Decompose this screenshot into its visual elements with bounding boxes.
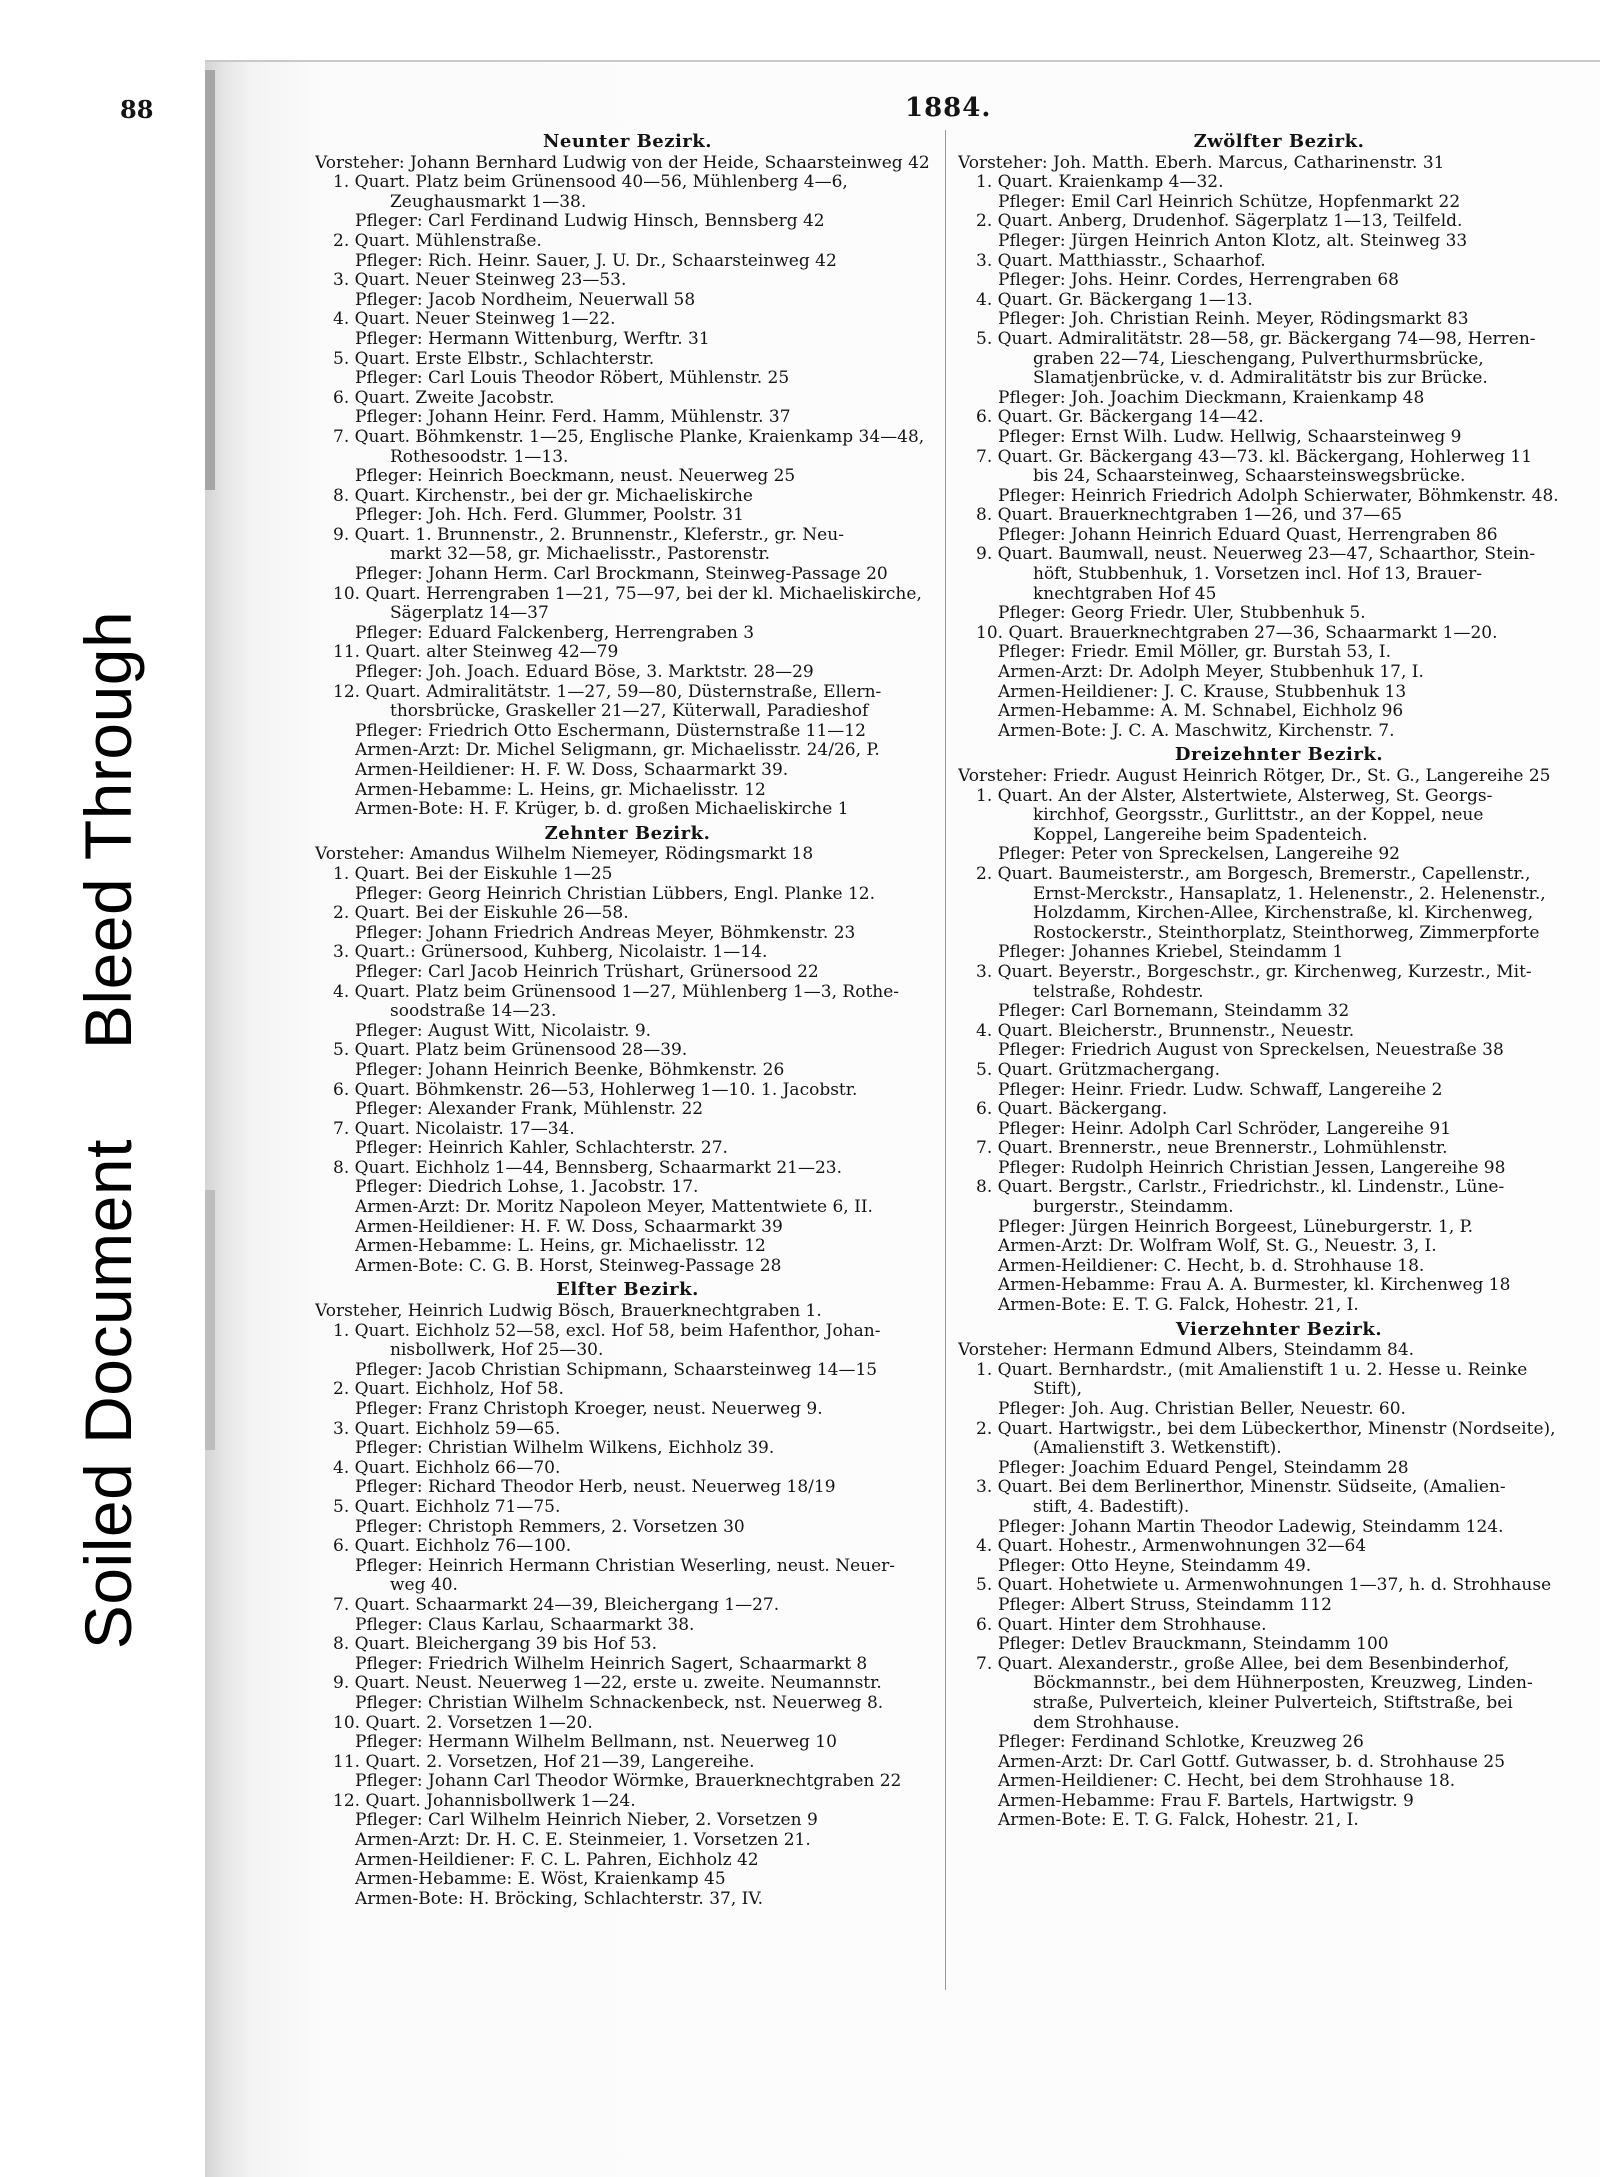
gutter-shadow [205, 1190, 215, 1450]
directory-entry: Armen-Bote: E. T. G. Falck, Hohestr. 21, I. [998, 1811, 1359, 1831]
directory-entry: Pfleger: Alexander Frank, Mühlenstr. 22 [355, 1100, 704, 1120]
directory-entry: markt 32—58, gr. Michaelisstr., Pastorenstr. [390, 545, 771, 565]
directory-entry: Pfleger: Ernst Wilh. Ludw. Hellwig, Schaarsteinweg 9 [998, 427, 1462, 447]
directory-entry: Pfleger: Johann Carl Theodor Wörmke, Brauerknechtgraben 22 [355, 1772, 902, 1792]
page-year-header: 1884. [905, 93, 992, 123]
directory-entry: Vorsteher: Hermann Edmund Albers, Steindamm 84. [958, 1341, 1415, 1361]
directory-entry: 5. Quart. Admiralitätstr. 28—58, gr. Bäckergang 74—98, Herren- [976, 329, 1536, 349]
directory-entry: Armen-Heildiener: H. F. W. Doss, Schaarmarkt 39 [355, 1217, 783, 1237]
directory-entry: Vorsteher: Friedr. August Heinrich Rötger, Dr., St. G., Langereihe 25 [958, 767, 1551, 786]
directory-entry: Pfleger: Johannes Kriebel, Steindamm 1 [998, 943, 1344, 963]
directory-entry: telstraße, Rohdestr. [1033, 982, 1204, 1002]
directory-entry: Pfleger: Christian Wilhelm Schnackenbeck, nst. Neuerweg 8. [355, 1693, 884, 1713]
directory-entry: Pfleger: Otto Heyne, Steindamm 49. [998, 1556, 1312, 1576]
directory-entry: 7. Quart. Nicolaistr. 17—34. [333, 1119, 575, 1139]
directory-entry: Pfleger: Diedrich Lohse, 1. Jacobstr. 17. [355, 1178, 699, 1198]
directory-entry: 9. Quart. Neust. Neuerweg 1—22, erste u. zweite. Neumannstr. [333, 1674, 882, 1694]
directory-entry: Armen-Bote: E. T. G. Falck, Hohestr. 21, I. [998, 1296, 1359, 1316]
directory-entry: Armen-Heildiener: F. C. L. Pahren, Eichholz 42 [355, 1850, 759, 1870]
directory-entry: Armen-Bote: J. C. A. Maschwitz, Kirchenstr. 7. [998, 721, 1395, 741]
directory-entry: Armen-Heildiener: C. Hecht, bei dem Strohhause 18. [998, 1772, 1456, 1792]
district-title: Dreizehnter Bezirk. [1174, 744, 1384, 766]
directory-entry: 5. Quart. Erste Elbstr., Schlachterstr. [333, 349, 655, 369]
directory-entry: Armen-Arzt: Dr. Wolfram Wolf, St. G., Neuestr. 3, I. [998, 1237, 1437, 1257]
directory-entry: Vorsteher: Johann Bernhard Ludwig von der Heide, Schaarsteinweg 42 [315, 153, 930, 173]
directory-entry: Armen-Arzt: Dr. Carl Gottf. Gutwasser, b. d. Strohhause 25 [998, 1752, 1506, 1772]
directory-entry: Pfleger: Carl Bornemann, Steindamm 32 [998, 1002, 1350, 1022]
district-title: Zehnter Bezirk. [544, 822, 711, 844]
directory-entry: Pfleger: Heinr. Adolph Carl Schröder, Langereihe 91 [998, 1119, 1452, 1139]
directory-entry: 4. Quart. Bleicherstr., Brunnenstr., Neuestr. [976, 1021, 1355, 1041]
directory-entry: Pfleger: Joh. Aug. Christian Beller, Neuestr. 60. [998, 1400, 1406, 1419]
directory-entry: 4. Quart. Platz beim Grünensood 1—27, Mühlenberg 1—3, Rothe- [333, 982, 900, 1002]
directory-entry: Zeughausmarkt 1—38. [390, 192, 587, 212]
directory-entry: 8. Quart. Brauerknechtgraben 1—26, und 37—65 [976, 506, 1403, 526]
directory-entry: 4. Quart. Gr. Bäckergang 1—13. [976, 290, 1253, 310]
directory-entry: Vorsteher, Heinrich Ludwig Bösch, Brauerknechtgraben 1. [315, 1302, 822, 1322]
directory-entry: graben 22—74, Lieschengang, Pulverthurmsbrücke, [1033, 349, 1484, 369]
directory-entry: Pfleger: Johann Friedrich Andreas Meyer, Böhmkenstr. 23 [355, 923, 856, 943]
directory-entry: 4. Quart. Neuer Steinweg 1—22. [333, 310, 616, 330]
gutter-shadow [205, 70, 215, 490]
directory-entry: 11. Quart. alter Steinweg 42—79 [333, 643, 619, 663]
directory-entry: 6. Quart. Eichholz 76—100. [333, 1537, 572, 1557]
directory-entry: Pfleger: Friedrich Wilhelm Heinrich Sagert, Schaarmarkt 8 [355, 1654, 868, 1674]
directory-entry: Armen-Heildiener: J. C. Krause, Stubbenhuk 13 [998, 682, 1407, 702]
directory-entry: 10. Quart. Herrengraben 1—21, 75—97, bei der kl. Michaeliskirche, [333, 584, 922, 604]
bleed-through-label: Bleed Through [71, 610, 145, 1050]
directory-entry: knechtgraben Hof 45 [1033, 584, 1217, 604]
directory-entry: 7. Quart. Alexanderstr., große Allee, bei dem Besenbinderhof, [976, 1654, 1510, 1674]
directory-entry: Pfleger: Heinrich Boeckmann, neust. Neuerweg 25 [355, 467, 796, 487]
directory-entry: Pfleger: Johann Heinr. Ferd. Hamm, Mühlenstr. 37 [355, 408, 791, 428]
directory-entry: Armen-Arzt: Dr. Moritz Napoleon Meyer, Mattentwiete 6, II. [355, 1198, 873, 1218]
soiled-document-label: Soiled Document [71, 1139, 145, 1650]
directory-entry: 3. Quart. Matthiasstr., Schaarhof. [976, 251, 1266, 271]
directory-entry: Armen-Hebamme: E. Wöst, Kraienkamp 45 [355, 1870, 726, 1890]
directory-entry: Pfleger: Jürgen Heinrich Borgeest, Lüneburgerstr. 1, P. [998, 1217, 1474, 1237]
directory-entry: Pfleger: Joh. Joachim Dieckmann, Kraienkamp 48 [998, 388, 1425, 408]
directory-entry: Armen-Arzt: Dr. Adolph Meyer, Stubbenhuk 17, I. [998, 663, 1424, 683]
directory-entry: Pfleger: Emil Carl Heinrich Schütze, Hopfenmarkt 22 [998, 192, 1461, 212]
directory-entry: Pfleger: Heinrich Hermann Christian Weserling, neust. Neuer- [355, 1556, 896, 1576]
directory-entry: Pfleger: Christoph Remmers, 2. Vorsetzen 30 [355, 1517, 745, 1537]
directory-entry: Sägerplatz 14—37 [390, 604, 549, 624]
directory-entry: Pfleger: Johann Martin Theodor Ladewig, Steindamm 124. [998, 1517, 1504, 1537]
directory-entry: stift, 4. Badestift). [1033, 1497, 1190, 1517]
directory-entry: 12. Quart. Admiralitätstr. 1—27, 59—80, Düsternstraße, Ellern- [333, 682, 882, 702]
directory-entry: 2. Quart. Eichholz, Hof 58. [333, 1380, 564, 1400]
directory-entry: Stift), [1033, 1380, 1083, 1400]
directory-entry: Pfleger: Carl Louis Theodor Röbert, Mühlenstr. 25 [355, 369, 790, 389]
directory-entry: 6. Quart. Böhmkenstr. 26—53, Hohlerweg 1—10. 1. Jacobstr. [333, 1080, 858, 1100]
directory-entry: 6. Quart. Zweite Jacobstr. [333, 388, 555, 408]
directory-entry: 5. Quart. Eichholz 71—75. [333, 1497, 561, 1517]
directory-entry: 1. Quart. An der Alster, Alstertwiete, Alsterweg, St. Georgs- [976, 786, 1493, 806]
directory-entry: 7. Quart. Brennerstr., neue Brennerstr., Lohmühlenstr. [976, 1139, 1448, 1159]
directory-entry: 7. Quart. Gr. Bäckergang 43—73. kl. Bäckergang, Hohlerweg 11 [976, 447, 1533, 467]
directory-entry: 3. Quart. Bei dem Berlinerthor, Minenstr. Südseite, (Amalien- [976, 1478, 1506, 1498]
directory-entry: Slamatjenbrücke, v. d. Admiralitätstr bis zur Brücke. [1033, 369, 1488, 389]
district-title: Neunter Bezirk. [542, 131, 713, 152]
directory-entry: höft, Stubbenhuk, 1. Vorsetzen incl. Hof 13, Brauer- [1033, 565, 1482, 585]
right-column [958, 128, 1600, 1831]
directory-entry: 6. Quart. Bäckergang. [976, 1100, 1168, 1120]
directory-entry: Pfleger: Rudolph Heinrich Christian Jessen, Langereihe 98 [998, 1158, 1506, 1178]
directory-entry: Vorsteher: Amandus Wilhelm Niemeyer, Rödingsmarkt 18 [315, 845, 814, 865]
directory-entry: Pfleger: Ferdinand Schlotke, Kreuzweg 26 [998, 1733, 1364, 1753]
directory-entry: 12. Quart. Johannisbollwerk 1—24. [333, 1791, 636, 1811]
directory-entry: Pfleger: Hermann Wittenburg, Werftr. 31 [355, 329, 710, 349]
directory-entry: Pfleger: Friedrich Otto Eschermann, Düsternstraße 11—12 [355, 721, 866, 741]
directory-entry: straße, Pulverteich, kleiner Pulverteich, Stiftstraße, bei [1033, 1693, 1513, 1713]
directory-entry: 4. Quart. Eichholz 66—70. [333, 1458, 561, 1478]
directory-entry: 3. Quart. Neuer Steinweg 23—53. [333, 271, 627, 291]
directory-entry: Ernst-Merckstr., Hansaplatz, 1. Helenenstr., 2. Helenenstr., [1033, 884, 1546, 904]
directory-entry: Armen-Bote: H. F. Krüger, b. d. großen Michaeliskirche 1 [355, 800, 849, 820]
directory-entry: 5. Quart. Platz beim Grünensood 28—39. [333, 1041, 688, 1061]
directory-entry: Armen-Hebamme: Frau A. A. Burmester, kl. Kirchenweg 18 [998, 1276, 1511, 1296]
directory-entry: 9. Quart. Baumwall, neust. Neuerweg 23—47, Schaarthor, Stein- [976, 545, 1536, 565]
directory-entry: Pfleger: Claus Karlau, Schaarmarkt 38. [355, 1615, 695, 1635]
directory-entry: Pfleger: Carl Jacob Heinrich Trüshart, Grünersood 22 [355, 962, 819, 982]
directory-entry: Pfleger: Christian Wilhelm Wilkens, Eichholz 39. [355, 1439, 775, 1459]
directory-entry: 1. Quart. Platz beim Grünensood 40—56, Mühlenberg 4—6, [333, 173, 848, 193]
directory-entry: Pfleger: Joh. Joach. Eduard Böse, 3. Marktstr. 28—29 [355, 663, 814, 683]
directory-entry: Vorsteher: Joh. Matth. Eberh. Marcus, Catharinenstr. 31 [958, 153, 1445, 173]
directory-entry: Pfleger: Georg Heinrich Christian Lübbers, Engl. Planke 12. [355, 884, 876, 904]
directory-entry: 3. Quart. Beyerstr., Borgeschstr., gr. Kirchenweg, Kurzestr., Mit- [976, 962, 1532, 982]
directory-entry: weg 40. [390, 1576, 458, 1596]
directory-entry: Armen-Hebamme: L. Heins, gr. Michaelisstr. 12 [355, 780, 766, 800]
directory-entry: Pfleger: Franz Christoph Kroeger, neust. Neuerweg 9. [355, 1400, 823, 1419]
directory-entry: 1. Quart. Bei der Eiskuhle 1—25 [333, 864, 613, 884]
directory-entry: Pfleger: Joachim Eduard Pengel, Steindamm 28 [998, 1458, 1409, 1478]
directory-entry: Pfleger: Peter von Spreckelsen, Langereihe 92 [998, 845, 1400, 865]
directory-entry: Pfleger: Eduard Falckenberg, Herrengraben 3 [355, 623, 755, 643]
directory-entry: 2. Quart. Hartwigstr., bei dem Lübeckerthor, Minenstr (Nordseite), [976, 1419, 1556, 1439]
directory-entry: 3. Quart.: Grünersood, Kuhberg, Nicolaistr. 1—14. [333, 943, 768, 963]
directory-entry: Pfleger: Georg Friedr. Uler, Stubbenhuk 5. [998, 604, 1366, 624]
directory-entry: Armen-Heildiener: H. F. W. Doss, Schaarmarkt 39. [355, 761, 789, 780]
district-title: Zwölfter Bezirk. [1193, 131, 1365, 152]
directory-entry: 2. Quart. Baumeisterstr., am Borgesch, Bremerstr., Capellenstr., [976, 864, 1531, 884]
directory-entry: Pfleger: Johs. Heinr. Cordes, Herrengraben 68 [998, 271, 1399, 291]
directory-entry: Pfleger: Friedrich August von Spreckelsen, Neuestraße 38 [998, 1041, 1504, 1061]
directory-entry: 8. Quart. Bergstr., Carlstr., Friedrichstr., kl. Lindenstr., Lüne- [976, 1178, 1505, 1198]
directory-entry: 10. Quart. Brauerknechtgraben 27—36, Schaarmarkt 1—20. [976, 623, 1498, 643]
district-title: Vierzehnter Bezirk. [1175, 1318, 1383, 1340]
directory-entry: Armen-Arzt: Dr. H. C. E. Steinmeier, 1. Vorsetzen 21. [355, 1831, 811, 1851]
directory-entry: Pfleger: Carl Ferdinand Ludwig Hinsch, Bennsberg 42 [355, 212, 825, 232]
directory-entry: Pfleger: Johann Heinrich Eduard Quast, Herrengraben 86 [998, 525, 1498, 545]
directory-entry: nisbollwerk, Hof 25—30. [390, 1341, 604, 1361]
directory-entry: Pfleger: Detlev Brauckmann, Steindamm 100 [998, 1635, 1389, 1655]
directory-entry: Pfleger: Johann Herm. Carl Brockmann, Steinweg-Passage 20 [355, 565, 888, 585]
directory-entry: 8. Quart. Bleichergang 39 bis Hof 53. [333, 1635, 658, 1655]
directory-entry: Armen-Hebamme: Frau F. Bartels, Hartwigstr. 9 [998, 1791, 1414, 1811]
directory-entry: Pfleger: Heinrich Kahler, Schlachterstr. 27. [355, 1139, 728, 1159]
directory-entry: Armen-Bote: C. G. B. Horst, Steinweg-Passage 28 [355, 1256, 782, 1276]
directory-entry: Pfleger: Joh. Hch. Ferd. Glummer, Poolstr. 31 [355, 506, 744, 526]
directory-entry: Pfleger: Joh. Christian Reinh. Meyer, Rödingsmarkt 83 [998, 310, 1469, 330]
directory-entry: Pfleger: Jürgen Heinrich Anton Klotz, alt. Steinweg 33 [998, 231, 1468, 251]
directory-entry: Armen-Hebamme: A. M. Schnabel, Eichholz 96 [998, 702, 1404, 722]
directory-entry: 3. Quart. Eichholz 59—65. [333, 1419, 561, 1439]
directory-entry: Rostockerstr., Steinthorplatz, Steinthorweg, Zimmerpforte [1033, 923, 1540, 943]
directory-entry: 6. Quart. Gr. Bäckergang 14—42. [976, 408, 1264, 428]
directory-entry: 2. Quart. Anberg, Drudenhof. Sägerplatz 1—13, Teilfeld. [976, 212, 1463, 232]
directory-entry: (Amalienstift 3. Wetkenstift). [1033, 1439, 1282, 1459]
directory-entry: 7. Quart. Schaarmarkt 24—39, Bleichergang 1—27. [333, 1595, 780, 1615]
directory-entry: Pfleger: Friedr. Emil Möller, gr. Burstah 53, I. [998, 643, 1391, 663]
directory-entry: Böckmannstr., bei dem Hühnerposten, Kreuzweg, Linden- [1033, 1674, 1533, 1694]
directory-entry: 2. Quart. Mühlenstraße. [333, 231, 542, 251]
directory-entry: 1. Quart. Kraienkamp 4—32. [976, 173, 1224, 193]
directory-entry: Pfleger: Jacob Christian Schipmann, Schaarsteinweg 14—15 [355, 1360, 878, 1380]
directory-entry: Pfleger: Carl Wilhelm Heinrich Nieber, 2. Vorsetzen 9 [355, 1811, 818, 1831]
directory-entry: 11. Quart. 2. Vorsetzen, Hof 21—39, Langereihe. [333, 1752, 755, 1772]
directory-entry: Armen-Bote: H. Bröcking, Schlachterstr. 37, IV. [355, 1889, 764, 1909]
directory-entry: 1. Quart. Bernhardstr., (mit Amalienstift 1 u. 2. Hesse u. Reinke [976, 1360, 1528, 1380]
directory-entry: soodstraße 14—23. [390, 1002, 557, 1022]
directory-entry: 10. Quart. 2. Vorsetzen 1—20. [333, 1713, 593, 1733]
left-column [315, 128, 940, 1909]
directory-entry: thorsbrücke, Graskeller 21—27, Küterwall, Paradieshof [390, 702, 869, 722]
directory-entry: 5. Quart. Hohetwiete u. Armenwohnungen 1—37, h. d. Strohhause [976, 1576, 1552, 1596]
directory-entry: Armen-Hebamme: L. Heins, gr. Michaelisstr. 12 [355, 1237, 766, 1257]
directory-entry: burgerstr., Steindamm. [1033, 1198, 1234, 1218]
directory-entry: bis 24, Schaarsteinweg, Schaarsteinswegsbrücke. [1033, 467, 1466, 487]
directory-entry: Pfleger: Richard Theodor Herb, neust. Neuerweg 18/19 [355, 1478, 836, 1498]
directory-entry: Pfleger: Johann Heinrich Beenke, Böhmkenstr. 26 [355, 1060, 785, 1080]
directory-entry: Holzdamm, Kirchen-Allee, Kirchenstraße, kl. Kirchenweg, [1033, 904, 1534, 924]
directory-entry: Pfleger: August Witt, Nicolaistr. 9. [355, 1021, 652, 1041]
directory-entry: 6. Quart. Hinter dem Strohhause. [976, 1615, 1267, 1635]
directory-entry: Armen-Heildiener: C. Hecht, b. d. Strohhause 18. [998, 1256, 1425, 1276]
directory-entry: 7. Quart. Böhmkenstr. 1—25, Englische Planke, Kraienkamp 34—48, [333, 427, 925, 447]
directory-entry: Pfleger: Hermann Wilhelm Bellmann, nst. Neuerweg 10 [355, 1733, 837, 1753]
directory-entry: Pfleger: Heinr. Friedr. Ludw. Schwaff, Langereihe 2 [998, 1080, 1443, 1100]
directory-entry: Pfleger: Jacob Nordheim, Neuerwall 58 [355, 290, 696, 310]
directory-entry: Armen-Arzt: Dr. Michel Seligmann, gr. Michaelisstr. 24/26, P. [355, 741, 880, 761]
directory-entry: 8. Quart. Kirchenstr., bei der gr. Michaeliskirche [333, 486, 753, 506]
directory-entry: 9. Quart. 1. Brunnenstr., 2. Brunnenstr., Kleferstr., gr. Neu- [333, 525, 844, 545]
directory-entry: Rothesoodstr. 1—13. [390, 447, 569, 467]
side-label [70, 611, 146, 1649]
directory-entry: 5. Quart. Grützmachergang. [976, 1060, 1221, 1080]
directory-entry: dem Strohhause. [1033, 1713, 1180, 1733]
directory-entry: Pfleger: Albert Struss, Steindamm 112 [998, 1595, 1332, 1615]
directory-entry: 1. Quart. Eichholz 52—58, excl. Hof 58, beim Hafenthor, Johan- [333, 1321, 881, 1341]
directory-entry: Koppel, Langereihe beim Spadenteich. [1033, 825, 1368, 845]
directory-entry: Pfleger: Rich. Heinr. Sauer, J. U. Dr., Schaarsteinweg 42 [355, 251, 837, 271]
page-number: 88 [120, 95, 154, 124]
district-title: Elfter Bezirk. [556, 1279, 699, 1301]
directory-entry: 4. Quart. Hohestr., Armenwohnungen 32—64 [976, 1537, 1367, 1557]
directory-entry: 8. Quart. Eichholz 1—44, Bennsberg, Schaarmarkt 21—23. [333, 1158, 842, 1178]
directory-entry: Pfleger: Heinrich Friedrich Adolph Schierwater, Böhmkenstr. 48. [998, 486, 1559, 506]
directory-entry: 2. Quart. Bei der Eiskuhle 26—58. [333, 904, 629, 924]
directory-entry: kirchhof, Georgsstr., Gurlittstr., an der Koppel, neue [1033, 806, 1484, 826]
column-divider [945, 130, 946, 1990]
